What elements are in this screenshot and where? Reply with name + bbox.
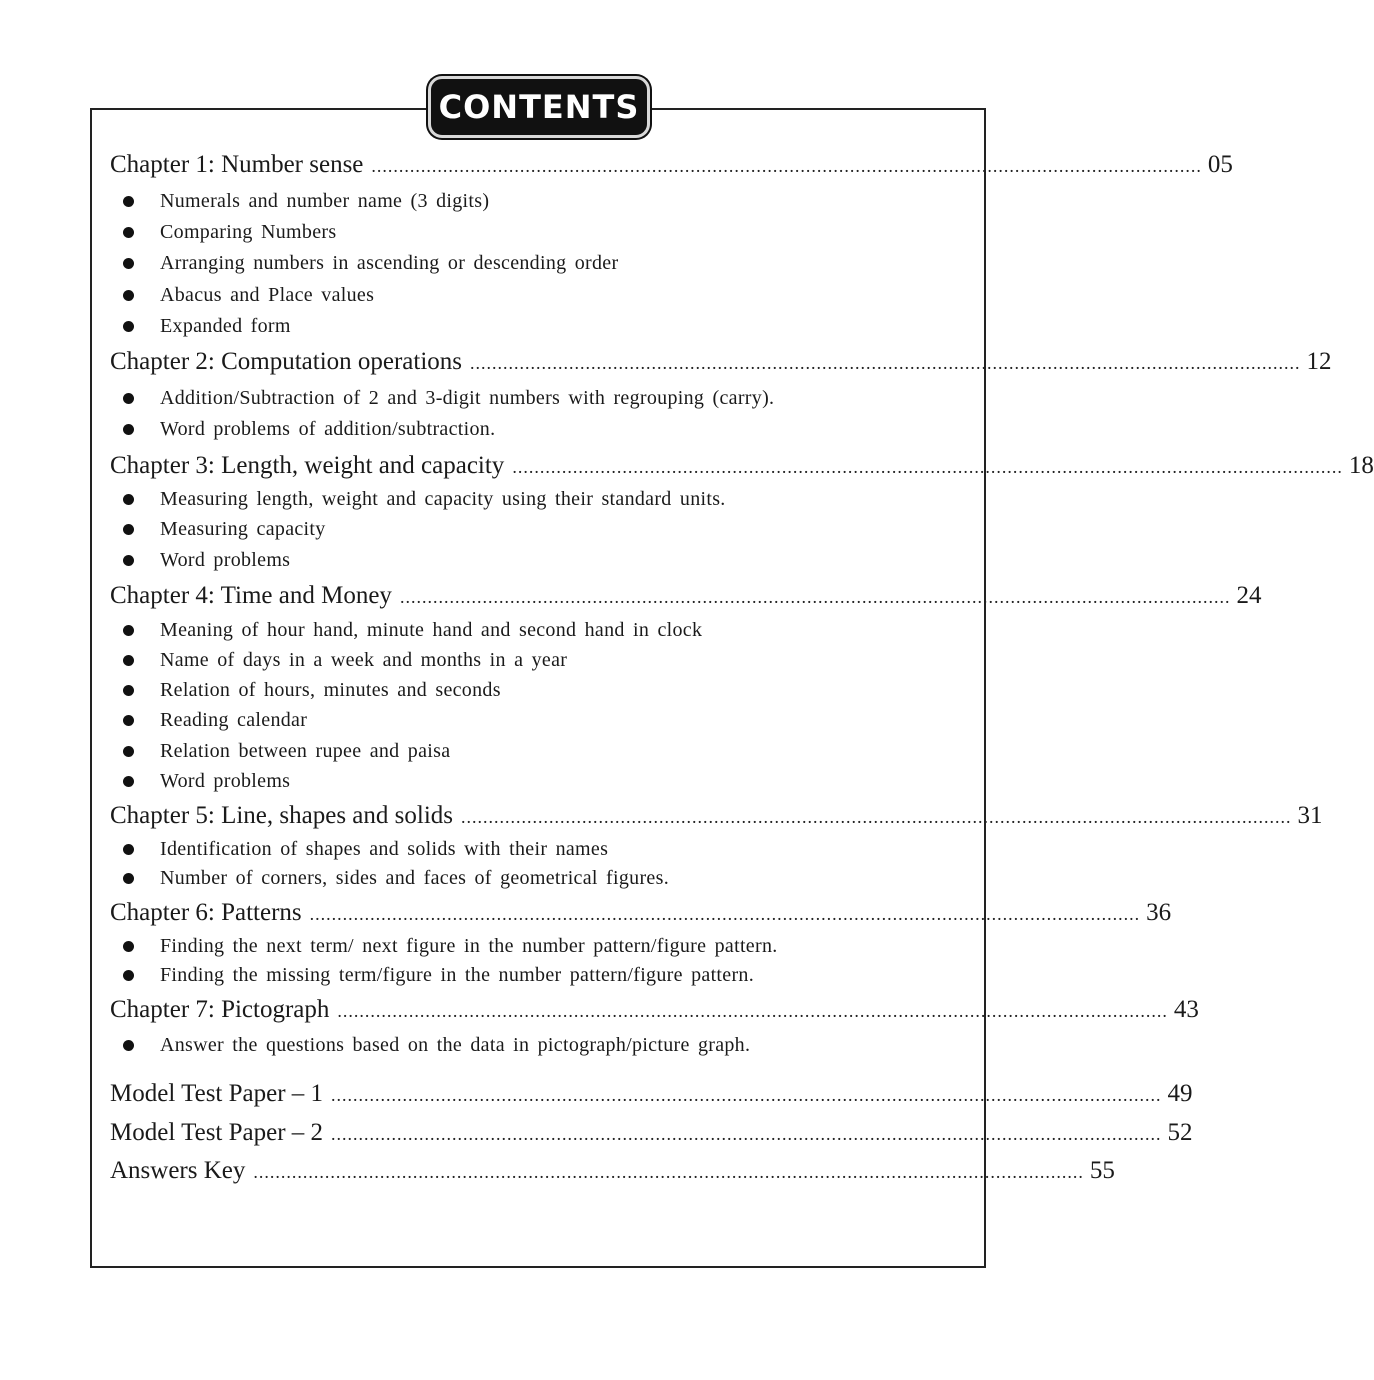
dot-leader: ....................................................................................................................................................... (309, 904, 1141, 924)
chapter-3-topic: Word problems (110, 546, 972, 574)
chapter-5-topic: Number of corners, sides and faces of geometrical figures. (110, 864, 972, 892)
bullet-icon (123, 625, 134, 636)
bullet-icon (123, 524, 134, 535)
answers-key-page: 55 (1089, 1157, 1115, 1184)
chapter-5-entry[interactable] (110, 801, 1323, 832)
chapter-2-entry[interactable] (110, 347, 1332, 378)
chapter-5-topic: Identification of shapes and solids with their names (110, 835, 972, 863)
bullet-icon (123, 655, 134, 666)
bullet-icon (123, 1040, 134, 1051)
chapter-3-entry[interactable] (110, 451, 1374, 482)
chapter-4-topic: Word problems (110, 767, 972, 795)
chapter-6-title: Chapter 6: Patterns (110, 899, 302, 926)
chapter-4-topic: Relation of hours, minutes and seconds (110, 676, 972, 704)
model-test-paper-1-page: 49 (1167, 1080, 1193, 1107)
dot-leader: ....................................................................................................................................................... (399, 587, 1231, 607)
bullet-icon (123, 393, 134, 404)
bullet-icon (123, 685, 134, 696)
chapter-1-page: 05 (1207, 151, 1233, 178)
chapter-4-topic: Name of days in a week and months in a year (110, 646, 972, 674)
chapter-5-page: 31 (1297, 802, 1323, 829)
dot-leader: ....................................................................................................................................................... (331, 1085, 1162, 1105)
bullet-icon (123, 424, 134, 435)
model-test-paper-1-title: Model Test Paper – 1 (110, 1080, 324, 1107)
bullet-icon (123, 555, 134, 566)
chapter-4-page: 24 (1236, 582, 1262, 609)
chapter-4-topic: Reading calendar (110, 706, 972, 734)
chapter-3-topic: Measuring length, weight and capacity using their standard units. (110, 485, 972, 513)
bullet-icon (123, 746, 134, 757)
chapter-1-topic: Expanded form (110, 312, 972, 340)
dot-leader: ....................................................................................................................................................... (512, 457, 1343, 477)
model-test-paper-2-entry[interactable] (110, 1118, 1193, 1149)
chapter-2-topic: Addition/Subtraction of 2 and 3-digit numbers with regrouping (carry). (110, 384, 972, 412)
model-test-paper-1-entry[interactable] (110, 1079, 1193, 1110)
chapter-7-title: Chapter 7: Pictograph (110, 996, 330, 1023)
chapter-1-topic: Abacus and Place values (110, 281, 972, 309)
bullet-icon (123, 196, 134, 207)
bullet-icon (123, 227, 134, 238)
chapter-2-topic: Word problems of addition/subtraction. (110, 415, 972, 443)
chapter-6-page: 36 (1146, 899, 1172, 926)
chapter-5-title: Chapter 5: Line, shapes and solids (110, 802, 453, 829)
dot-leader: ....................................................................................................................................................... (253, 1162, 1084, 1182)
bullet-icon (123, 873, 134, 884)
dot-leader: ....................................................................................................................................................... (331, 1124, 1162, 1144)
chapter-4-topic: Meaning of hour hand, minute hand and second hand in clock (110, 616, 972, 644)
chapter-1-topic: Comparing Numbers (110, 218, 972, 246)
chapter-3-page: 18 (1348, 452, 1374, 479)
model-test-paper-2-title: Model Test Paper – 2 (110, 1119, 324, 1146)
answers-key-entry[interactable] (110, 1156, 1115, 1187)
model-test-paper-2-page: 52 (1167, 1119, 1193, 1146)
dot-leader: ....................................................................................................................................................... (371, 156, 1202, 176)
chapter-3-title: Chapter 3: Length, weight and capacity (110, 452, 505, 479)
bullet-icon (123, 970, 134, 981)
chapter-7-topic: Answer the questions based on the data in pictograph/picture graph. (110, 1031, 972, 1059)
bullet-icon (123, 321, 134, 332)
bullet-icon (123, 715, 134, 726)
dot-leader: ....................................................................................................................................................... (337, 1001, 1168, 1021)
chapter-3-topic: Measuring capacity (110, 515, 972, 543)
bullet-icon (123, 844, 134, 855)
answers-key-title: Answers Key (110, 1157, 246, 1184)
chapter-1-title: Chapter 1: Number sense (110, 151, 364, 178)
chapter-4-topic: Relation between rupee and paisa (110, 737, 972, 765)
bullet-icon (123, 290, 134, 301)
dot-leader: ....................................................................................................................................................... (470, 353, 1301, 373)
chapter-6-entry[interactable] (110, 898, 1172, 929)
chapter-2-title: Chapter 2: Computation operations (110, 348, 463, 375)
chapter-4-entry[interactable] (110, 581, 1262, 612)
chapter-1-topic: Numerals and number name (3 digits) (110, 187, 972, 215)
chapter-7-entry[interactable] (110, 995, 1199, 1026)
chapter-6-topic: Finding the missing term/figure in the number pattern/figure pattern. (110, 961, 972, 989)
bullet-icon (123, 776, 134, 787)
chapter-4-title: Chapter 4: Time and Money (110, 582, 392, 609)
chapter-6-topic: Finding the next term/ next figure in the number pattern/figure pattern. (110, 932, 972, 960)
bullet-icon (123, 494, 134, 505)
contents-title: CONTENTS (428, 76, 650, 138)
dot-leader: ....................................................................................................................................................... (461, 807, 1292, 827)
chapter-2-page: 12 (1306, 348, 1332, 375)
bullet-icon (123, 258, 134, 269)
chapter-7-page: 43 (1173, 996, 1199, 1023)
chapter-1-entry[interactable] (110, 150, 1233, 181)
bullet-icon (123, 941, 134, 952)
chapter-1-topic: Arranging numbers in ascending or descending order (110, 249, 972, 277)
